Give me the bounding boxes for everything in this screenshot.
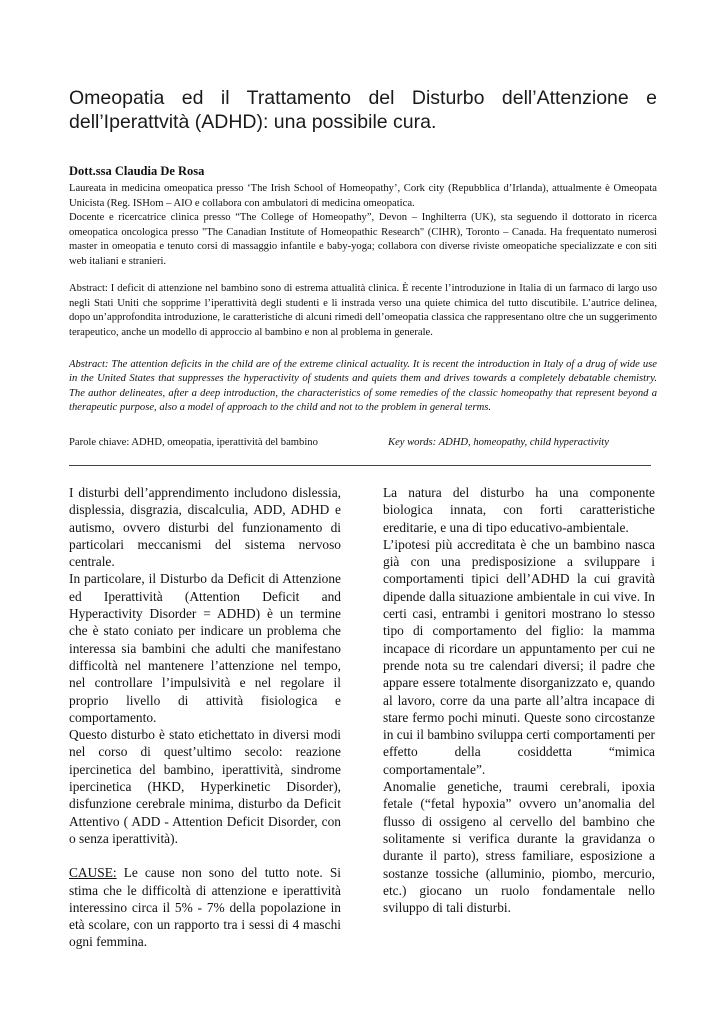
abstract-italian: [69, 282, 657, 340]
title-line-2: dell’Iperattvità (ADHD): una possibile cura.: [69, 111, 437, 133]
bio-paragraph-1: Laureata in medicina omeopatica presso ‘The Irish School of Homeopathy’, Cork city (Repubblica d’Irlanda), attualmente è Omeopata Unicista (Reg. ISHom – AIO e collabora con ambulatori di medicina omeopatica.: [69, 183, 657, 209]
title-line-1: Omeopatia ed il Trattamento del Disturbo dell’Attenzione e: [69, 87, 657, 109]
paragraph-gap: [69, 847, 341, 864]
abstract-italian-text: Abstract: I deficit di attenzione nel bambino sono di estrema attualità clinica. È recente l’introduzione in Italia di un farmaco di largo uso negli Stati Uniti che sopprime l’iperattività degli studenti e li instrada verso una quiete chimica del tutto discutibile. L’autrice delinea, dopo un’approfondita introduzione, le caratteristiche di alcuni rimedi dell’omeopatia classica che rappresentano oltre che un suggerimento terapeutico, anche un modello di approccio al bambino e non al problema in generale.: [69, 283, 657, 338]
section-divider: [69, 465, 651, 466]
bio-paragraph-2: Docente e ricercatrice clinica presso “The College of Homeopathy”, Devon – Inghilterra (UK), sta seguendo il dottorato in ricerca omeopatica oncologica presso "The Canadian Institute of Homeopathic Research" (CIHR), Toronto – Canada. Ha frequentato numerosi master in omeopatia e tenuto corsi di massaggio infantile e baby-yoga; collabora con diverse riviste omeopatiche specializzate e con siti web italiani e stranieri.: [69, 212, 657, 267]
causes-paragraph: [69, 864, 341, 950]
right-paragraph-2: L’ipotesi più accreditata è che un bambino nasca già con una predisposizione a sviluppare i comportamenti tipici dell’ADHD la cui gravità dipende dalla situazione ambientale in cui vive. In certi casi, entrambi i genitori mostrano lo stesso tipo di comportamento del figlio: la mamma incapace di ricordare un appuntamento per cui ne prende nota su tre calendari diversi; il padre che appare essere totalmente disorganizzato e, quando al lavoro, corre da una parte all’altra incapace di stare fermo pochi minuti. Queste sono circostanze in cui il bambino sviluppa certi comportamenti per effetto della cosiddetta “mimica comportamentale”.: [383, 536, 655, 777]
abstract-english: [69, 358, 657, 415]
body-column-right: [383, 484, 655, 916]
left-paragraph-2: In particolare, il Disturbo da Deficit di Attenzione ed Iperattività (Attention Deficit and Hyperactivity Disorder = ADHD) è un termine che è stato coniato per indicare un problema che interessa sia bambini che adulti che manifestano difficoltà nel mantenere l’attenzione nel tempo, nel controllare l’impulsività e nel regolare il proprio livello di attività fisiologica e comportamento.: [69, 571, 341, 725]
left-paragraph-3: Questo disturbo è stato etichettato in diversi modi nel corso di quest’ultimo secolo: reazione ipercinetica del bambino, iperattività, sindrome ipercinetica (HKD, Hyperkinetic Disorder), disfunzione cerebrale minima, disturbo da Deficit Attentivo ( ADD - Attention Deficit Disorder, con o senza iperattività).: [69, 727, 341, 846]
right-paragraph-3: Anomalie genetiche, traumi cerebrali, ipoxia fetale (“fetal hypoxia” ovvero un’anomalia del flusso di ossigeno al cervello del bambino che solitamente si verifica durante la gravidanza o durante il parto), stress familiare, esposizione a sostanze tossiche (alluminio, piombo, mercurio, etc.) giocano un ruolo fondamentale nello sviluppo di tali disturbi.: [383, 779, 655, 916]
author-name: Dott.ssa Claudia De Rosa: [69, 164, 205, 178]
causes-heading: CAUSE:: [69, 865, 117, 881]
keywords-english: Key words: ADHD, homeopathy, child hyperactivity: [388, 437, 609, 448]
causes-text: Le cause non sono del tutto note. Si stima che le difficoltà di attenzione e iperattività interessino circa il 5% - 7% della popolazione in età scolare, con un rapporto tra i sessi di 4 maschi ogni femmina.: [69, 865, 341, 950]
keywords-italian: Parole chiave: ADHD, omeopatia, iperattività del bambino: [69, 437, 318, 448]
paper-title: [69, 86, 657, 134]
body-column-left: [69, 484, 341, 951]
author-bio: [69, 182, 657, 270]
right-paragraph-1: La natura del disturbo ha una componente biologica innata, con forti caratteristiche ereditarie, e una di tipo educativo-ambientale.: [383, 485, 655, 535]
abstract-english-text: Abstract: The attention deficits in the child are of the extreme clinical actuality. It is recent the introduction in Italy of a drug of wide use in the United States that suppresses the hyperactivity of students and quiets them and drives towards a completely debatable chemistry. The author delineates, after a deep introduction, the characteristics of some remedies of the classic homeopathy that represent beyond a therapeutic purpose, also a model of approach to the child and not to the problem in general terms.: [69, 359, 657, 413]
left-paragraph-1: I disturbi dell’apprendimento includono dislessia, displessia, disgrazia, discalculia, ADD, ADHD e autismo, ovvero disturbi del funzionamento di particolari meccanismi del sistema nervoso centrale.: [69, 485, 341, 570]
